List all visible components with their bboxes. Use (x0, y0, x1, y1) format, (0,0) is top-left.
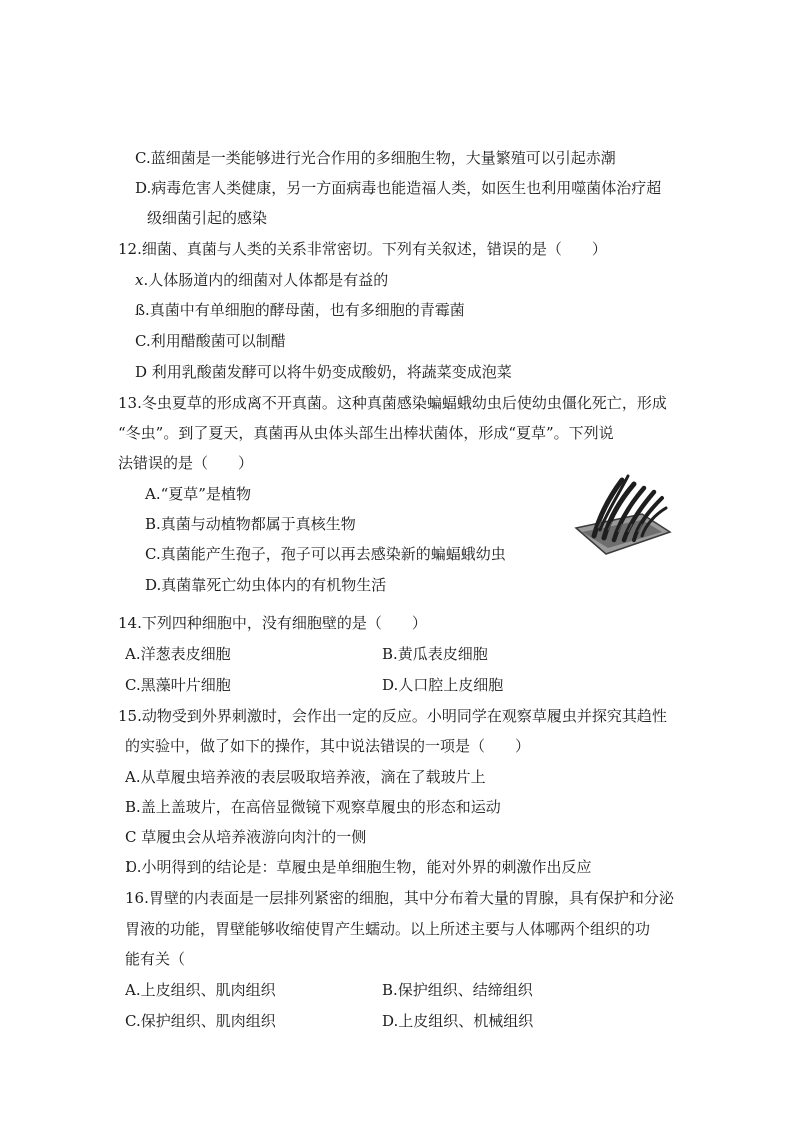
q16-option-a: A.上皮组织、肌肉组织 (125, 981, 276, 999)
q14-stem: 14.下列四种细胞中，没有细胞壁的是（ ） (118, 614, 427, 632)
q14-option-b: B.黄瓜表皮细胞 (382, 645, 488, 663)
q14-option-d: D.人口腔上皮细胞 (382, 676, 504, 694)
q13-option-c: C.真菌能产生孢子，孢子可以再去感染新的蝙蝠蛾幼虫 (145, 545, 506, 563)
q13-option-b: B.真菌与动植物都属于真核生物 (145, 515, 356, 533)
q12-option-d: D 利用乳酸菌发酵可以将牛奶变成酸奶，将蔬菜变成泡菜 (135, 363, 512, 381)
q15-stem-line1: 15.动物受到外界刺激时，会作出一定的反应。小明同学在观察草履虫并探究其趋性 (118, 707, 667, 725)
cordyceps-photo (572, 470, 672, 560)
q12-option-c: C.利用醋酸菌可以制醋 (135, 332, 286, 350)
q16-option-b: B.保护组织、结缔组织 (382, 981, 533, 999)
q13-stem-line1: 13.冬虫夏草的形成离不开真菌。这种真菌感染蝙蝠蛾幼虫后使幼虫僵化死亡，形成 (118, 394, 667, 412)
q14-option-c: C.黑藻叶片细胞 (125, 676, 231, 694)
q13-option-a: A.“夏草”是植物 (145, 485, 251, 503)
q13-stem-line3: 法错误的是（ ） (118, 454, 254, 472)
q12-option-b: ß.真菌中有单细胞的酵母菌，也有多细胞的青霉菌 (135, 301, 465, 319)
q15-option-b: B.盖上盖玻片，在高倍显微镜下观察草履虫的形态和运动 (125, 798, 501, 816)
q15-stem-line2: 的实验中，做了如下的操作，其中说法错误的一项是（ ） (125, 737, 531, 755)
q15-option-c: C 草履虫会从培养液游向肉汁的一侧 (125, 828, 367, 846)
q12-stem: 12.细菌、真菌与人类的关系非常密切。下列有关叙述，错误的是（ ） (118, 240, 607, 258)
q11-option-d-line2: 级细菌引起的感染 (147, 209, 268, 227)
q12-option-a: 𝑥.人体肠道内的细菌对人体都是有益的 (135, 271, 389, 289)
q13-option-d: D.真菌靠死亡幼虫体内的有机物生活 (145, 576, 387, 594)
q14-option-a: A.洋葱表皮细胞 (125, 645, 231, 663)
q16-option-c: C.保护组织、肌肉组织 (125, 1012, 276, 1030)
q13-stem-line2: “冬虫”。到了夏天，真菌再从虫体头部生出棒状菌体，形成“夏草”。下列说 (118, 424, 614, 442)
q15-option-a: A.从草履虫培养液的表层吸取培养液，滴在了载玻片上 (125, 768, 486, 786)
q11-option-d-line1: D.病毒危害人类健康，另一方面病毒也能造福人类，如医生也利用噬菌体治疗超 (135, 179, 662, 197)
q15-option-d: Ɒ.小明得到的结论是：草履虫是单细胞生物，能对外界的刺激作出反应 (125, 858, 592, 876)
q16-stem-line3: 能有关（ (125, 950, 186, 968)
q16-stem-line2: 胃液的功能，胃壁能够收缩使胃产生蠕动。以上所述主要与人体哪两个组织的功 (125, 920, 651, 938)
q16-stem-line1: 16.胃壁的内表面是一层排列紧密的细胞，其中分布着大量的胃腺，具有保护和分泌 (125, 889, 674, 907)
q16-option-d: D.上皮组织、机械组织 (382, 1012, 534, 1030)
q11-option-c: C.蓝细菌是一类能够进行光合作用的多细胞生物，大量繁殖可以引起赤潮 (135, 149, 616, 167)
